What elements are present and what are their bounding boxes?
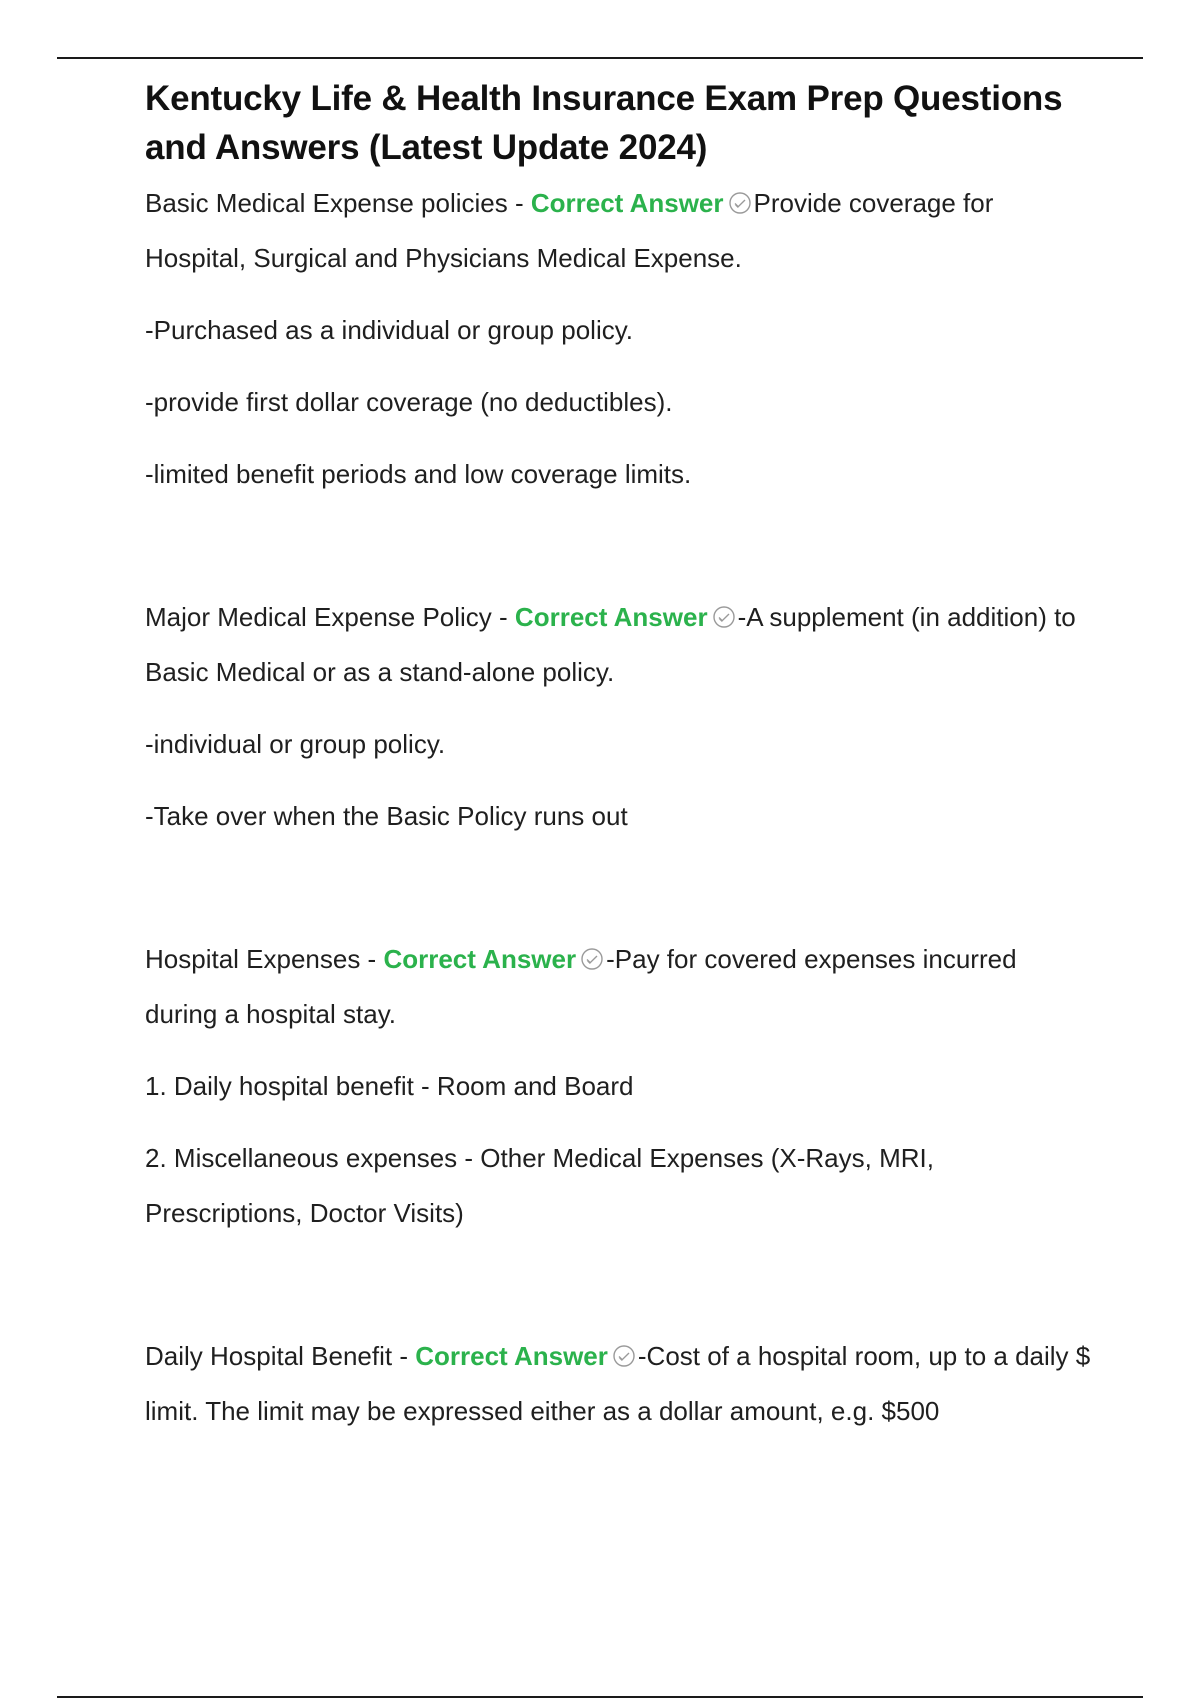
qa-question — [145, 590, 1095, 700]
qa-entry — [145, 590, 1095, 844]
answer-line: -limited benefit periods and low coverage limits. — [145, 459, 692, 489]
qa-entry — [145, 932, 1095, 1241]
answer-line: -individual or group policy. — [145, 729, 446, 759]
answer-text: -Pay for covered expenses incurred during a hospital stay. — [145, 944, 1017, 1029]
correct-answer-label: Correct Answer — [514, 602, 708, 632]
qa-entry — [145, 176, 1095, 502]
answer-line: 1. Daily hospital benefit - Room and Board — [145, 1071, 634, 1101]
answer-text: -Cost of a hospital room, up to a daily $ limit. The limit may be expressed either as a dollar amount, e.g. $500 — [145, 1341, 1091, 1426]
answer-text: -A supplement (in addition) to Basic Medical or as a stand-alone policy. — [145, 602, 1076, 687]
qa-question — [145, 932, 1095, 1042]
question-term: Basic Medical Expense policies - — [145, 188, 531, 218]
document-title: Kentucky Life & Health Insurance Exam Prep Questions and Answers (Latest Update 2024) — [145, 79, 1063, 167]
answer-line: -provide first dollar coverage (no deductibles). — [145, 387, 673, 417]
qa-question — [145, 176, 1095, 286]
answer-line: -Purchased as a individual or group policy. — [145, 315, 634, 345]
question-term: Major Medical Expense Policy - — [145, 602, 515, 632]
answer-line: -Take over when the Basic Policy runs out — [145, 801, 628, 831]
correct-answer-label: Correct Answer — [383, 944, 577, 974]
check-circle-icon — [712, 605, 736, 629]
answer-text: Provide coverage for Hospital, Surgical and Physicians Medical Expense. — [145, 188, 994, 273]
answer-line: 2. Miscellaneous expenses - Other Medical Expenses (X-Rays, MRI, Prescriptions, Doctor Visits) — [145, 1143, 934, 1228]
top-rule — [57, 57, 1143, 59]
check-circle-icon — [728, 191, 752, 215]
check-circle-icon — [612, 1344, 636, 1368]
correct-answer-label: Correct Answer — [415, 1341, 608, 1371]
qa-question — [145, 1329, 1095, 1439]
bottom-rule — [57, 1696, 1143, 1698]
question-term: Hospital Expenses - — [145, 944, 384, 974]
document-body — [145, 74, 1095, 1439]
correct-answer-label: Correct Answer — [530, 188, 724, 218]
question-term: Daily Hospital Benefit - — [145, 1341, 416, 1371]
check-circle-icon — [580, 947, 604, 971]
qa-entry — [145, 1329, 1095, 1439]
